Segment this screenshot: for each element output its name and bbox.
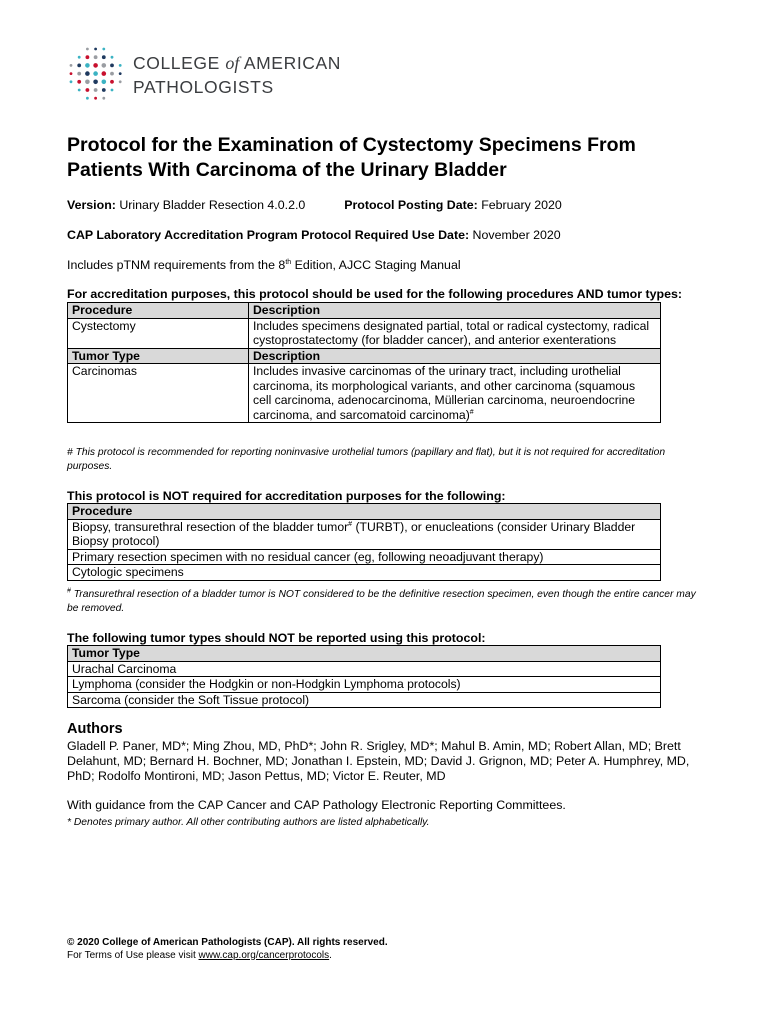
logo-dot bbox=[77, 64, 81, 68]
table-cell: Lymphoma (consider the Hodgkin or non-Hodgkin Lymphoma protocols) bbox=[68, 677, 661, 693]
tumor-type-header: Tumor Type bbox=[68, 348, 249, 364]
table-row bbox=[68, 519, 661, 549]
terms-text: For Terms of Use please visit www.cap.org/cancerprotocols. bbox=[67, 949, 332, 961]
logo-dot bbox=[93, 71, 98, 76]
table-row bbox=[68, 565, 661, 581]
logo-dot bbox=[86, 97, 89, 100]
logo-dot bbox=[86, 55, 90, 59]
authors-list: Gladell P. Paner, MD*; Ming Zhou, MD, PhD*; John R. Srigley, MD*; Mahul B. Amin, MD; Robert Allan, MD; Brett Delahunt, MD; Bernard H. Bochner, MD; Jonathan I. Epstein, MD; David J. Grignon, MD; Peter A. Humphrey, MD, PhD; Rodolfo Montironi, MD; Jason Pettus, MD; Victor E. Reuter, MD bbox=[67, 739, 690, 783]
description-header: Description bbox=[249, 303, 661, 319]
authors-footnote: * Denotes primary author. All other contributing authors are listed alphabetically. bbox=[67, 817, 430, 828]
procedure-header: Procedure bbox=[68, 303, 249, 319]
logo-dot bbox=[93, 63, 98, 68]
logo-dot bbox=[86, 88, 90, 92]
footer bbox=[67, 937, 388, 962]
logo-dot bbox=[70, 72, 73, 75]
logo-wordmark bbox=[133, 51, 341, 99]
cap-logo bbox=[66, 44, 386, 104]
logo-dot bbox=[111, 56, 114, 59]
logo-dot bbox=[119, 72, 122, 75]
logo-dot bbox=[70, 64, 73, 67]
ptnm-line: Includes pTNM requirements from the 8th Edition, AJCC Staging Manual bbox=[67, 258, 461, 272]
logo-dot bbox=[85, 71, 90, 76]
logo-dot bbox=[86, 48, 89, 51]
table-cell: Urachal Carcinoma bbox=[68, 661, 661, 677]
not-reported-table bbox=[67, 645, 661, 708]
tumor-type-cell: Carcinomas bbox=[68, 364, 249, 423]
copyright-text: © 2020 College of American Pathologists (CAP). All rights reserved. bbox=[67, 937, 388, 948]
logo-line-2: PATHOLOGISTS bbox=[133, 77, 274, 97]
table-row bbox=[68, 549, 661, 565]
table-cell: Primary resection specimen with no residual cancer (eg, following neoadjuvant therapy) bbox=[68, 549, 661, 565]
logo-dot bbox=[102, 63, 107, 68]
table-cell: Cytologic specimens bbox=[68, 565, 661, 581]
cap-dots-logo-icon bbox=[66, 44, 126, 104]
logo-dot bbox=[119, 80, 122, 83]
logo-dot bbox=[70, 80, 73, 83]
not-reported-heading: The following tumor types should NOT be reported using this protocol: bbox=[67, 631, 486, 645]
not-required-heading: This protocol is NOT required for accreditation purposes for the following: bbox=[67, 489, 506, 503]
logo-dot bbox=[102, 55, 106, 59]
table-row bbox=[68, 364, 661, 423]
procedure-cell: Cystectomy bbox=[68, 318, 249, 348]
not-required-footnote: # Transurethral resection of a bladder tumor is NOT considered to be the definitive resection specimen, even though the entire cancer may be removed. bbox=[67, 587, 696, 614]
logo-dot bbox=[94, 48, 97, 51]
cancer-protocols-link[interactable]: www.cap.org/cancerprotocols bbox=[198, 949, 330, 961]
table-header-row bbox=[68, 348, 661, 364]
logo-dot bbox=[94, 97, 97, 100]
required-use-line: CAP Laboratory Accreditation Program Protocol Required Use Date: November 2020 bbox=[67, 228, 561, 242]
logo-dot bbox=[102, 71, 107, 76]
logo-dot bbox=[94, 88, 98, 92]
table-header-row bbox=[68, 646, 661, 662]
logo-dot bbox=[77, 80, 81, 84]
procedure-header: Procedure bbox=[68, 504, 661, 520]
logo-dot bbox=[93, 80, 98, 85]
version-line: Version: Urinary Bladder Resection 4.0.2.0 Protocol Posting Date: February 2020 bbox=[67, 198, 562, 212]
accreditation-heading: For accreditation purposes, this protocol should be used for the following procedures AND tumor types: bbox=[67, 287, 682, 301]
tumor-description-header: Description bbox=[249, 348, 661, 364]
table-row bbox=[68, 318, 661, 348]
procedure-description-cell: Includes specimens designated partial, total or radical cystectomy, radical cystoprostatectomy (for bladder cancer), and anterior exenterations bbox=[249, 318, 661, 348]
logo-dot bbox=[102, 80, 107, 85]
table-cell: Biopsy, transurethral resection of the bladder tumor# (TURBT), or enucleations (consider Urinary Bladder Biopsy protocol) bbox=[68, 519, 661, 549]
logo-line-1: COLLEGE of AMERICAN bbox=[133, 53, 342, 73]
document-title: Protocol for the Examination of Cystectomy Specimens From Patients With Carcinoma of the Urinary Bladder bbox=[67, 134, 636, 181]
logo-dot bbox=[111, 89, 114, 92]
logo-dot bbox=[85, 80, 90, 85]
not-required-table bbox=[67, 503, 661, 581]
tumor-description-cell: Includes invasive carcinomas of the urinary tract, including urothelial carcinoma, its morphological variants, and other carcinoma (squamous cell carcinoma, adenocarcinoma, Müllerian carcinoma, neuroendocrine carcinoma, and sarcomatoid carcinoma)# bbox=[249, 364, 661, 423]
table-row bbox=[68, 661, 661, 677]
logo-dot bbox=[78, 89, 81, 92]
logo-dot bbox=[85, 63, 90, 68]
logo-dot bbox=[110, 80, 114, 84]
authors-heading: Authors bbox=[67, 721, 123, 737]
accreditation-table bbox=[67, 302, 661, 423]
logo-dot bbox=[94, 55, 98, 59]
logo-dot bbox=[77, 72, 81, 76]
logo-dot bbox=[78, 56, 81, 59]
logo-dot bbox=[119, 64, 122, 67]
logo-dot bbox=[110, 72, 114, 76]
logo-dot bbox=[102, 48, 105, 51]
logo-dot bbox=[102, 97, 105, 100]
accreditation-footnote: # This protocol is recommended for reporting noninvasive urothelial tumors (papillary and flat), but it is not required for accreditation purposes. bbox=[67, 447, 666, 472]
table-header-row bbox=[68, 504, 661, 520]
logo-dot bbox=[102, 88, 106, 92]
table-row bbox=[68, 677, 661, 693]
table-header-row bbox=[68, 303, 661, 319]
logo-dot bbox=[110, 64, 114, 68]
table-row bbox=[68, 692, 661, 708]
guidance-text: With guidance from the CAP Cancer and CAP Pathology Electronic Reporting Committees. bbox=[67, 798, 566, 812]
table-cell: Sarcoma (consider the Soft Tissue protocol) bbox=[68, 692, 661, 708]
tumor-type-header: Tumor Type bbox=[68, 646, 661, 662]
